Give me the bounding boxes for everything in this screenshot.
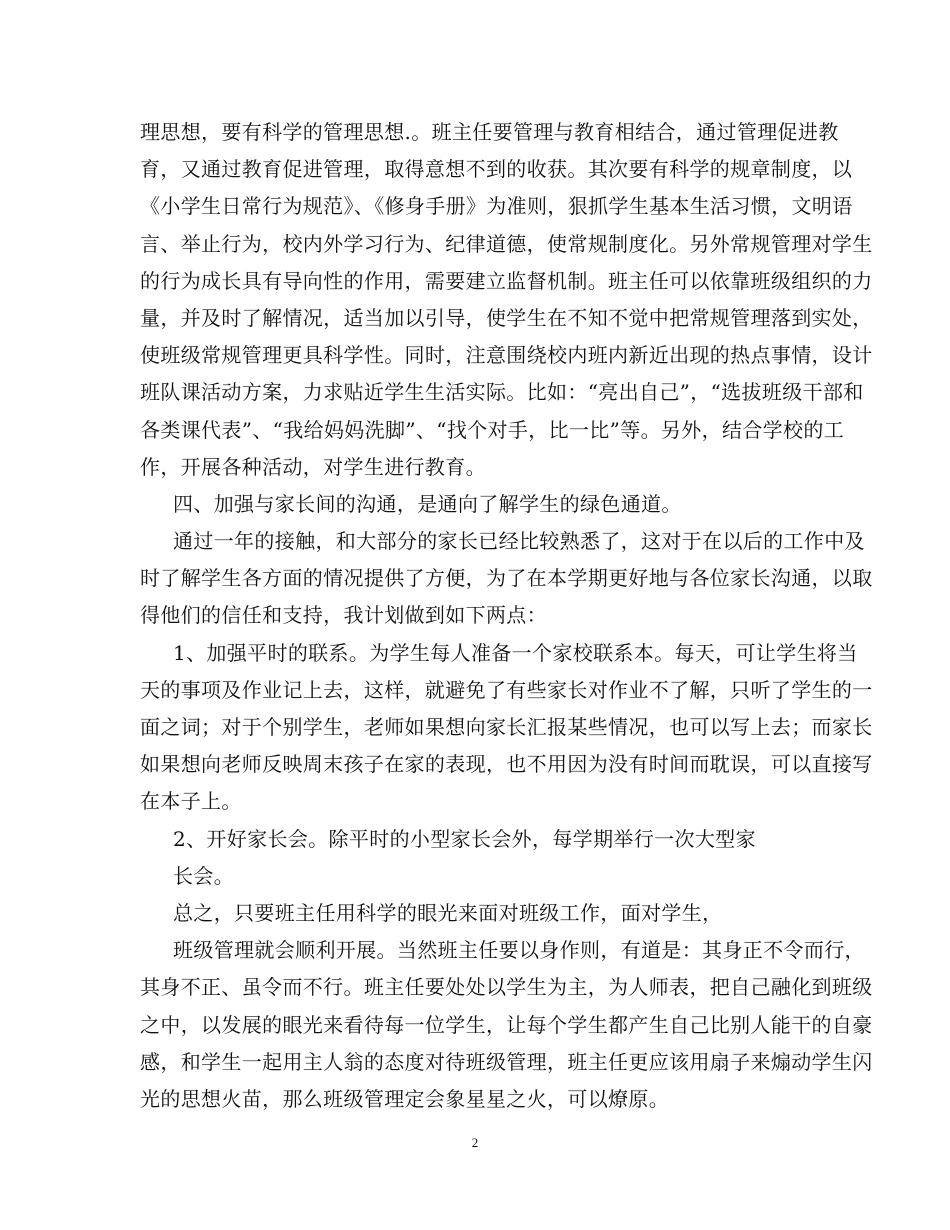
text-line: 时了解学生各方面的情况提供了方便，为了在本学期更好地与各位家长沟通，以取: [140, 566, 873, 591]
text-line: 之中，以发展的眼光来看待每一位学生，让每个学生都产生自己比别人能干的自豪: [140, 1012, 873, 1037]
text-line: 2、开好家长会。除平时的小型家长会外，每学期举行一次大型家: [173, 826, 756, 851]
text-line: 长会。: [173, 863, 235, 888]
text-line: 感，和学生一起用主人翁的态度对待班级管理，班主任更应该用扇子来煽动学生闪: [140, 1049, 873, 1074]
text-line: 言、举止行为，校内外学习行为、纪律道德，使常规制度化。另外常规管理对学生: [140, 231, 873, 256]
text-line: 班级管理就会顺利开展。当然班主任要以身作则，有道是：其身正不令而行，: [173, 938, 865, 963]
text-line: 总之，只要班主任用科学的眼光来面对班级工作，面对学生，: [173, 900, 723, 925]
text-line: 各类课代表”、“我给妈妈洗脚”、“找个对手，比一比”等。另外，结合学校的工: [140, 417, 845, 442]
text-line: 通过一年的接触，和大部分的家长已经比较熟悉了，这对于在以后的工作中及: [173, 529, 865, 554]
text-line: 1、加强平时的联系。为学生每人准备一个家校联系本。每天，可让学生将当: [173, 640, 858, 665]
text-line: 作，开展各种活动，对学生进行教育。: [140, 454, 486, 479]
text-line: 班队课活动方案，力求贴近学生生活实际。比如：“亮出自己”，“选拔班级干部和: [140, 380, 864, 405]
text-line: 在本子上。: [140, 789, 242, 814]
text-line: 《小学生日常行为规范》、《修身手册》为准则，狠抓学生基本生活习惯，文明语: [140, 194, 853, 219]
text-line: 量，并及时了解情况，适当加以引导，使学生在不知不觉中把常规管理落到实处，: [140, 305, 873, 330]
text-line: 理思想，要有科学的管理思想.。班主任要管理与教育相结合，通过管理促进教: [140, 120, 839, 144]
text-line: 其身不正、虽令而不行。班主任要处处以学生为主，为人师表，把自己融化到班级: [140, 975, 873, 1000]
page-number: 2: [471, 1135, 479, 1150]
text-line: 天的事项及作业记上去，这样，就避免了有些家长对作业不了解，只听了学生的一: [140, 677, 873, 702]
body-text: [140, 114, 873, 1118]
text-line: 光的思想火苗，那么班级管理定会象星星之火，可以燎原。: [140, 1086, 670, 1111]
text-line: 的行为成长具有导向性的作用，需要建立监督机制。班主任可以依靠班级组织的力: [140, 268, 873, 293]
text-line: 面之词；对于个别学生，老师如果想向家长汇报某些情况，也可以写上去；而家长: [140, 715, 873, 739]
text-line: 如果想向老师反映周末孩子在家的表现，也不用因为没有时间而耽误，可以直接写: [140, 752, 873, 777]
text-line: 育，又通过教育促进管理，取得意想不到的收获。其次要有科学的规章制度，以: [140, 157, 853, 182]
text-line: 使班级常规管理更具科学性。同时，注意围绕校内班内新近出现的热点事情，设计: [140, 343, 873, 368]
section-heading: 四、加强与家长间的沟通，是通向了解学生的绿色通道。: [173, 491, 682, 516]
text-line: 得他们的信任和支持，我计划做到如下两点：: [140, 603, 547, 628]
